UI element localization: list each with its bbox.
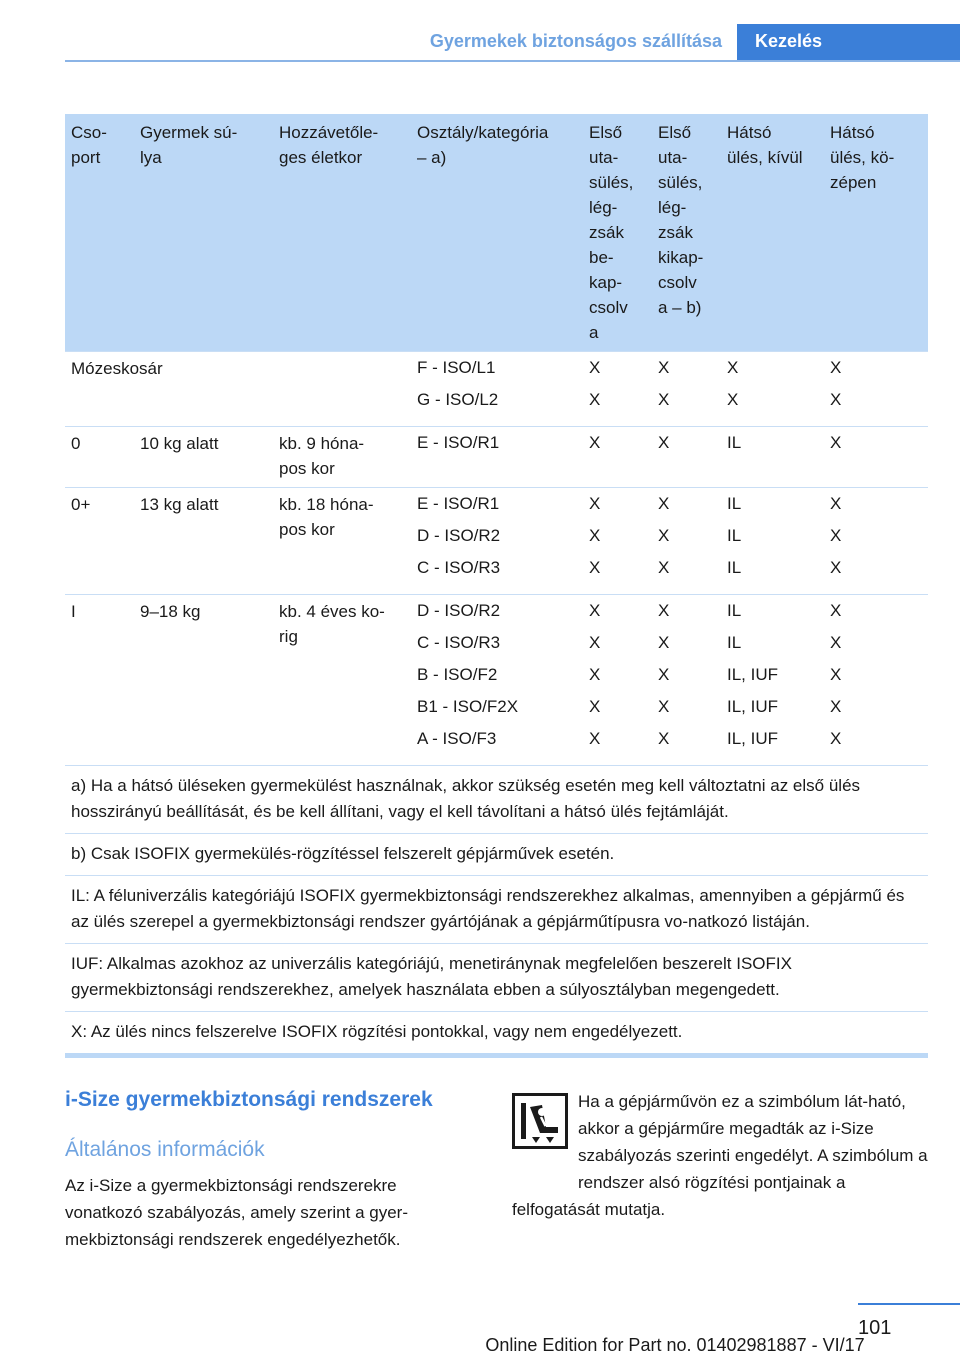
- table-cell-front-off: [652, 427, 721, 488]
- cell-line: X: [830, 358, 842, 377]
- table-cell-age: kb. 4 éves ko- rig: [273, 595, 411, 766]
- cell-line: B - ISO/F2: [417, 665, 498, 684]
- cell-line: X: [830, 697, 842, 716]
- cell-line: X: [658, 358, 670, 377]
- table-cell-rear-out: [721, 488, 824, 595]
- table-note: IL: A féluniverzális kategóriájú ISOFIX gyermekbiztonsági rendszerekhez alkalmas, amennyiben a gépjármű és az ülés szerepel a gyermekbiztonsági rendszer gyártójának a gépjárműtípusra vo-natkozó listáján.: [65, 876, 928, 944]
- table-header-cell: Cso- port: [65, 114, 134, 352]
- table-cell-rear-mid: [824, 488, 928, 595]
- table-row: [65, 427, 928, 488]
- cell-line: X: [658, 526, 670, 545]
- table-cell-front-off: [652, 352, 721, 427]
- page-header: [0, 0, 960, 62]
- cell-line: F - ISO/L1: [417, 358, 496, 377]
- cell-line: X: [830, 433, 842, 452]
- cell-line: E - ISO/R1: [417, 494, 500, 513]
- cell-line: X: [830, 601, 842, 620]
- table-row: [65, 488, 928, 595]
- cell-line: IL: [727, 558, 742, 577]
- page-number-rule: [858, 1303, 960, 1305]
- cell-line: B1 - ISO/F2X: [417, 697, 519, 716]
- cell-line: X: [658, 558, 670, 577]
- cell-line: X: [589, 390, 601, 409]
- table-note: IUF: Alkalmas azokhoz az univerzális kategóriájú, menetiránynak megfelelően beszerelt ISOFIX gyermekbiztonsági rendszerekhez, amelyek használata ebben a súlyosztályban megengedett.: [65, 944, 928, 1012]
- header-section-title: Gyermekek biztonságos szállítása: [429, 31, 722, 51]
- table-row: [65, 595, 928, 766]
- cell-line: IL: [727, 433, 742, 452]
- header-divider: [65, 60, 960, 62]
- table-cell-rear-mid: [824, 352, 928, 427]
- cell-line: X: [658, 697, 670, 716]
- table-header-cell: Hozzávetőle- ges életkor: [273, 114, 411, 352]
- table-note-row: [65, 766, 928, 834]
- cell-line: X: [830, 665, 842, 684]
- page-number: 101: [858, 1317, 892, 1339]
- table-cell-rear-out: [721, 352, 824, 427]
- table-header-row: [65, 114, 928, 352]
- cell-line: X: [589, 558, 601, 577]
- table-note-row: [65, 1012, 928, 1054]
- cell-line: X: [727, 390, 739, 409]
- cell-line: C - ISO/R3: [417, 633, 501, 652]
- table-cell-classes: [411, 488, 583, 595]
- table-note: b) Csak ISOFIX gyermekülés-rögzítéssel felszerelt gépjárművek esetén.: [65, 834, 928, 876]
- cell-line: X: [727, 358, 739, 377]
- section-subtitle: Általános információk: [65, 1138, 265, 1161]
- table-cell-weight: 13 kg alatt: [134, 488, 273, 595]
- cell-line: IL, IUF: [727, 665, 779, 684]
- cell-line: IL: [727, 526, 742, 545]
- intro-paragraph: Az i-Size a gyermekbiztonsági rendszerekre vonatkozó szabályozás, amely szerint a gyer-mekbiztonsági rendszerek engedélyezhetők.: [65, 1176, 408, 1249]
- table-cell-front-on: [583, 352, 652, 427]
- isofix-table-wrapper: [65, 114, 928, 1058]
- cell-line: X: [589, 697, 601, 716]
- isize-symbol-paragraph: [512, 1088, 928, 1223]
- table-cell-rear-out: [721, 427, 824, 488]
- edition-footer: Online Edition for Part no. 01402981887 - VI/17: [485, 1335, 865, 1355]
- section-title: i-Size gyermekbiztonsági rendszerek: [65, 1088, 433, 1111]
- table-body: [65, 352, 928, 1054]
- cell-line: IL: [727, 601, 742, 620]
- table-header-cell: Első uta- sülés, lég- zsák be- kap- csolv a: [583, 114, 652, 352]
- child-seat-isofix-icon-svg: [512, 1093, 568, 1149]
- cell-line: X: [658, 494, 670, 513]
- table-cell-classes: [411, 595, 583, 766]
- cell-line: X: [589, 601, 601, 620]
- isofix-table: [65, 114, 928, 1053]
- table-cell-age: [273, 352, 411, 427]
- table-note-row: [65, 944, 928, 1012]
- cell-line: G - ISO/L2: [417, 390, 499, 409]
- table-note-row: [65, 876, 928, 944]
- cell-line: X: [589, 433, 601, 452]
- child-seat-isofix-icon: [512, 1093, 568, 1149]
- table-cell-weight: 10 kg alatt: [134, 427, 273, 488]
- table-cell-front-on: [583, 595, 652, 766]
- cell-line: X: [830, 633, 842, 652]
- cell-line: X: [830, 526, 842, 545]
- table-note-row: [65, 834, 928, 876]
- cell-line: X: [658, 665, 670, 684]
- cell-line: X: [830, 390, 842, 409]
- table-header-cell: Osztály/kategória – a): [411, 114, 583, 352]
- table-bottom-bar: [65, 1053, 928, 1058]
- cell-line: E - ISO/R1: [417, 433, 500, 452]
- cell-line: X: [830, 729, 842, 748]
- cell-line: A - ISO/F3: [417, 729, 497, 748]
- table-cell-age: kb. 18 hóna- pos kor: [273, 488, 411, 595]
- cell-line: D - ISO/R2: [417, 601, 501, 620]
- table-cell-group: Mózeskosár: [65, 352, 134, 427]
- table-row: [65, 352, 928, 427]
- table-cell-group: 0: [65, 427, 134, 488]
- table-header-cell: Hátsó ülés, kívül: [721, 114, 824, 352]
- table-note: X: Az ülés nincs felszerelve ISOFIX rögzítési pontokkal, vagy nem engedélyezett.: [65, 1012, 928, 1054]
- cell-line: X: [658, 601, 670, 620]
- cell-line: X: [658, 633, 670, 652]
- cell-line: IL: [727, 494, 742, 513]
- cell-line: X: [830, 494, 842, 513]
- cell-line: X: [830, 558, 842, 577]
- table-cell-front-on: [583, 427, 652, 488]
- table-cell-age: kb. 9 hóna- pos kor: [273, 427, 411, 488]
- cell-line: D - ISO/R2: [417, 526, 501, 545]
- cell-line: IL, IUF: [727, 697, 779, 716]
- cell-line: IL: [727, 633, 742, 652]
- table-header-cell: Gyermek sú- lya: [134, 114, 273, 352]
- cell-line: X: [658, 433, 670, 452]
- table-cell-group: I: [65, 595, 134, 766]
- table-cell-classes: [411, 352, 583, 427]
- cell-line: X: [589, 665, 601, 684]
- cell-line: C - ISO/R3: [417, 558, 501, 577]
- cell-line: IL, IUF: [727, 729, 779, 748]
- table-cell-classes: [411, 427, 583, 488]
- table-cell-weight: 9–18 kg: [134, 595, 273, 766]
- table-cell-rear-mid: [824, 595, 928, 766]
- table-cell-front-on: [583, 488, 652, 595]
- table-cell-front-off: [652, 488, 721, 595]
- cell-line: X: [589, 729, 601, 748]
- table-header-cell: Hátsó ülés, kö- zépen: [824, 114, 928, 352]
- table-note: a) Ha a hátsó üléseken gyermekülést használnak, akkor szükség esetén meg kell változtatni az első ülés hosszirányú beállítását, és be kell állítani, vagy el kell távolítani a hátsó ülés fejtámláját.: [65, 766, 928, 834]
- table-cell-group: 0+: [65, 488, 134, 595]
- cell-line: X: [589, 494, 601, 513]
- table-cell-front-off: [652, 595, 721, 766]
- cell-line: X: [589, 358, 601, 377]
- header-chapter-tab: Kezelés: [737, 24, 960, 60]
- cell-line: X: [658, 729, 670, 748]
- cell-line: X: [658, 390, 670, 409]
- isize-symbol-text: Ha a gépjárművön ez a szimbólum lát-ható, akkor a gépjárműre megadták az i-Size szabályozás szerinti engedélyt. A szimbólum a rendszer alsó rögzítési pontjainak a felfogatását mutatja.: [512, 1092, 928, 1219]
- cell-line: X: [589, 526, 601, 545]
- table-cell-rear-out: [721, 595, 824, 766]
- table-cell-rear-mid: [824, 427, 928, 488]
- cell-line: X: [589, 633, 601, 652]
- table-header-cell: Első uta- sülés, lég- zsák kikap- csolv a – b): [652, 114, 721, 352]
